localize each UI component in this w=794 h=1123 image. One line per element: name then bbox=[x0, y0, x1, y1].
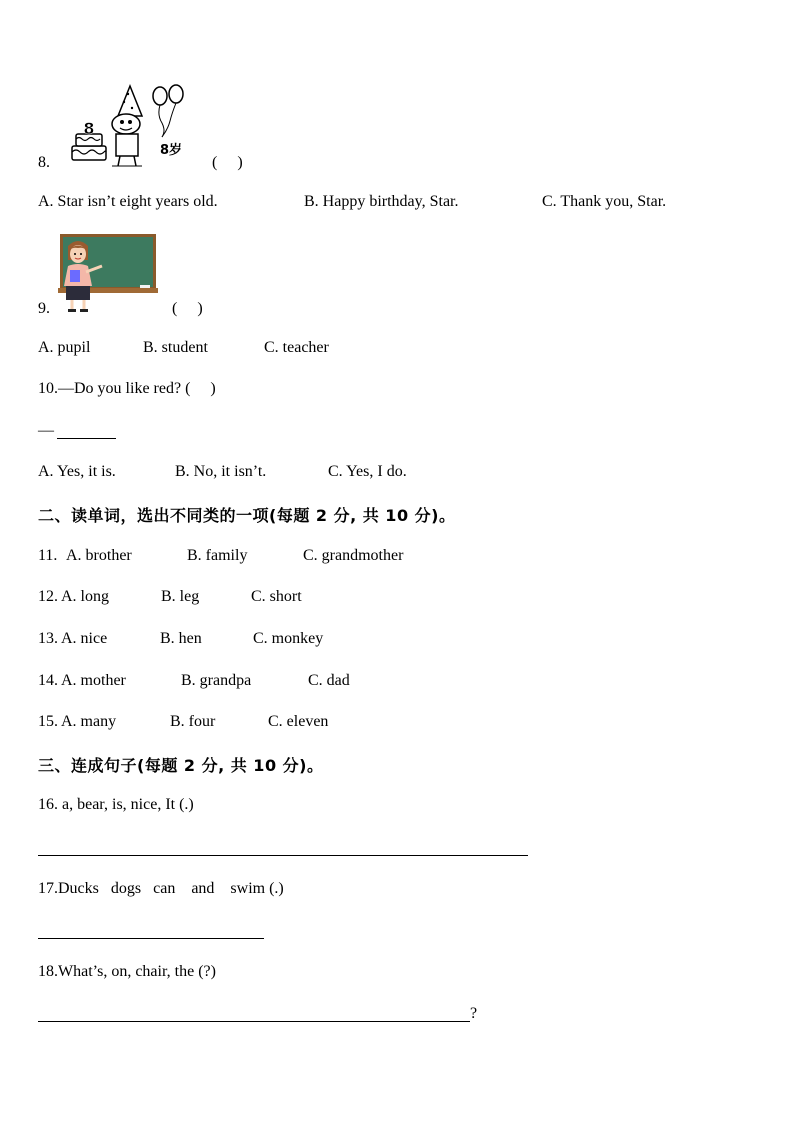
q12-option-b: B. leg bbox=[161, 588, 200, 605]
q15-option-a: A. many bbox=[61, 713, 117, 730]
q12-number: 12. bbox=[38, 588, 58, 605]
q16-prompt: 16. a, bear, is, nice, It (.) bbox=[38, 796, 194, 813]
section3-title: 三、连成句子(每题 2 分, 共 10 分)。 bbox=[38, 756, 324, 775]
q11-number: 11. bbox=[38, 547, 58, 564]
q18-answer-line[interactable] bbox=[38, 1021, 470, 1022]
q13-option-c: C. monkey bbox=[253, 630, 324, 647]
q8-answer-bracket: ( ) bbox=[212, 154, 243, 171]
q10-option-a: A. Yes, it is. bbox=[38, 463, 116, 480]
q10-answer-blank[interactable] bbox=[57, 438, 116, 439]
q9-option-a: A. pupil bbox=[38, 339, 91, 356]
q15-option-b: B. four bbox=[170, 713, 216, 730]
q14-number: 14. bbox=[38, 672, 58, 689]
q11-option-c: C. grandmother bbox=[303, 547, 404, 564]
q15-number: 15. bbox=[38, 713, 58, 730]
q9-option-c: C. teacher bbox=[264, 339, 329, 356]
q18-prompt: 18.What’s, on, chair, the (?) bbox=[38, 963, 216, 980]
q9-option-b: B. student bbox=[143, 339, 208, 356]
q9-number: 9. bbox=[38, 300, 50, 317]
q10-option-b: B. No, it isn’t. bbox=[175, 463, 267, 480]
q11-option-b: B. family bbox=[187, 547, 248, 564]
cake-number: 8 bbox=[83, 119, 95, 138]
section2-title: 二、读单词，选出不同类的一项(每题 2 分, 共 10 分)。 bbox=[38, 506, 456, 525]
q11-option-a: A. brother bbox=[66, 547, 132, 564]
q8-number: 8. bbox=[38, 154, 50, 171]
q14-option-b: B. grandpa bbox=[181, 672, 252, 689]
q8-option-a: A. Star isn’t eight years old. bbox=[38, 193, 218, 210]
q14-option-c: C. dad bbox=[308, 672, 350, 689]
q16-answer-line[interactable] bbox=[38, 855, 528, 856]
q18-end-mark: ? bbox=[470, 1005, 478, 1022]
q17-prompt: 17.Ducks dogs can and swim (.) bbox=[38, 880, 284, 897]
q8-option-b: B. Happy birthday, Star. bbox=[304, 193, 459, 210]
q12-option-c: C. short bbox=[251, 588, 302, 605]
q9-answer-bracket: ( ) bbox=[172, 300, 203, 317]
q12-option-a: A. long bbox=[61, 588, 109, 605]
q10-question: 10.—Do you like red? ( ) bbox=[38, 380, 216, 397]
q13-option-a: A. nice bbox=[61, 630, 108, 647]
age-label: 8岁 bbox=[160, 143, 183, 158]
q13-option-b: B. hen bbox=[160, 630, 202, 647]
q8-birthday-image bbox=[68, 80, 190, 170]
q10-option-c: C. Yes, I do. bbox=[328, 463, 407, 480]
q14-option-a: A. mother bbox=[61, 672, 126, 689]
q10-answer-dash: — bbox=[38, 422, 54, 439]
q8-option-c: C. Thank you, Star. bbox=[542, 193, 667, 210]
q17-answer-line[interactable] bbox=[38, 938, 264, 939]
q9-teacher-image bbox=[58, 232, 158, 314]
q15-option-c: C. eleven bbox=[268, 713, 329, 730]
q13-number: 13. bbox=[38, 630, 58, 647]
